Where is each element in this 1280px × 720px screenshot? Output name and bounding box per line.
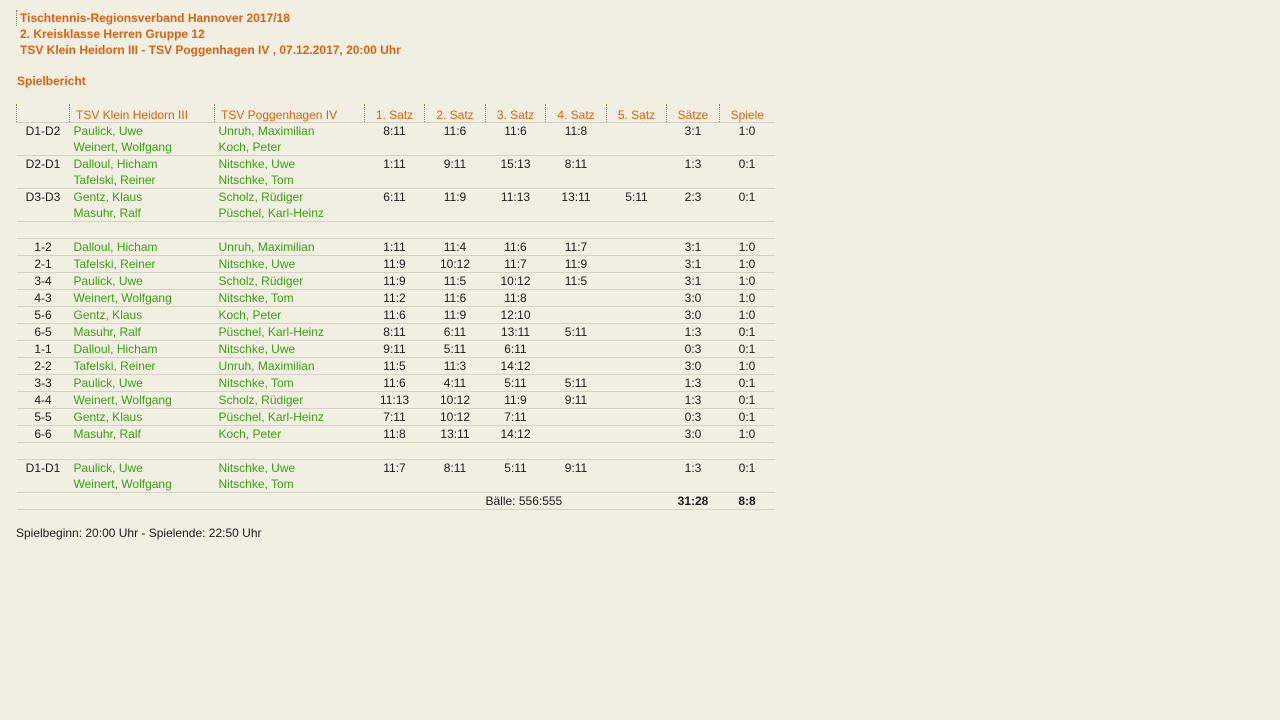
position-cell: 6-6 xyxy=(17,426,70,443)
position-cell: 4-4 xyxy=(17,392,70,409)
spiele-cell: 1:0 xyxy=(720,307,775,324)
saetze-cell: 3:0 xyxy=(667,358,720,375)
report-label: Spielbericht xyxy=(17,74,86,88)
home-player: Gentz, Klaus xyxy=(70,409,215,426)
set-score-5 xyxy=(607,156,667,173)
position-cell: 2-2 xyxy=(17,358,70,375)
table-row xyxy=(17,392,775,409)
spiele-cell xyxy=(720,172,775,189)
position-cell: D1-D2 xyxy=(25,124,61,138)
away-player: Püschel, Karl-Heinz xyxy=(215,409,365,426)
position-cell xyxy=(17,205,70,222)
set-score-1: 11:8 xyxy=(365,426,425,443)
position-cell: D3-D3 xyxy=(25,190,61,204)
set-score-4: 11:7 xyxy=(546,239,607,256)
spacer-cell xyxy=(17,222,775,239)
col-header-set-2: 2. Satz xyxy=(425,104,486,123)
col-header-saetze: Sätze xyxy=(667,104,720,123)
saetze-cell: 2:3 xyxy=(684,190,702,204)
position-cell: 1-1 xyxy=(17,341,70,358)
away-player: Koch, Peter xyxy=(215,307,365,324)
table-row xyxy=(17,273,775,290)
set-score-5 xyxy=(607,290,667,307)
table-row xyxy=(17,426,775,443)
table-row xyxy=(17,172,775,189)
position-cell: 5-5 xyxy=(17,409,70,426)
home-player: Masuhr, Ralf xyxy=(70,205,215,222)
set-score-5 xyxy=(607,476,667,493)
position-cell: 1-2 xyxy=(17,239,70,256)
table-row xyxy=(17,239,775,256)
away-player: Unruh, Maximilian xyxy=(215,239,365,256)
set-score-1: 11:6 xyxy=(365,307,425,324)
spiele-cell: 1:0 xyxy=(720,256,775,273)
set-score-4: 11:8 xyxy=(564,124,588,138)
set-score-5 xyxy=(607,239,667,256)
set-score-2 xyxy=(425,172,486,189)
set-score-1: 11:5 xyxy=(365,358,425,375)
set-score-2: 11:6 xyxy=(443,124,467,138)
saetze-cell xyxy=(667,205,720,222)
saetze-cell xyxy=(667,139,720,156)
home-player: Gentz, Klaus xyxy=(73,190,143,204)
spiele-cell: 1:0 xyxy=(738,124,756,138)
position-cell: D1-D1 xyxy=(25,461,61,475)
set-score-3: 14:12 xyxy=(486,426,546,443)
position-cell: 6-5 xyxy=(17,324,70,341)
set-score-3 xyxy=(486,139,546,156)
set-score-3: 13:11 xyxy=(486,324,546,341)
spiele-cell: 0:1 xyxy=(720,409,775,426)
set-score-2: 11:9 xyxy=(425,307,486,324)
spiele-cell: 0:1 xyxy=(738,190,756,204)
saetze-cell: 3:0 xyxy=(667,290,720,307)
position-cell: 3-4 xyxy=(17,273,70,290)
away-player: Nitschke, Tom xyxy=(215,290,365,307)
set-score-4: 5:11 xyxy=(546,324,607,341)
set-score-1: 8:11 xyxy=(365,324,425,341)
table-row xyxy=(17,256,775,273)
spiele-cell: 0:1 xyxy=(720,375,775,392)
match-times: Spielbeginn: 20:00 Uhr - Spielende: 22:50 Uhr xyxy=(16,526,262,540)
spiele-cell xyxy=(720,139,775,156)
set-score-1: 11:13 xyxy=(365,392,425,409)
set-score-5 xyxy=(607,358,667,375)
set-score-4 xyxy=(546,290,607,307)
table-row xyxy=(17,123,775,140)
home-player: Weinert, Wolfgang xyxy=(70,290,215,307)
away-player: Scholz, Rüdiger xyxy=(215,273,365,290)
away-player: Nitschke, Tom xyxy=(215,476,365,493)
set-score-3: 7:11 xyxy=(486,409,546,426)
home-player: Dalloul, Hicham xyxy=(70,341,215,358)
set-score-1: 1:11 xyxy=(365,239,425,256)
table-row xyxy=(17,341,775,358)
set-score-5 xyxy=(607,392,667,409)
set-score-5 xyxy=(607,307,667,324)
away-player: Nitschke, Tom xyxy=(215,375,365,392)
set-score-2: 13:11 xyxy=(425,426,486,443)
set-score-2: 10:12 xyxy=(425,256,486,273)
set-score-4: 11:9 xyxy=(546,256,607,273)
set-score-1: 11:9 xyxy=(365,256,425,273)
set-score-3: 11:6 xyxy=(504,124,527,138)
away-player: Nitschke, Uwe xyxy=(215,256,365,273)
away-player: Koch, Peter xyxy=(215,139,365,156)
away-player: Scholz, Rüdiger xyxy=(218,190,304,204)
spiele-cell: 0:1 xyxy=(720,341,775,358)
set-score-3: 14:12 xyxy=(486,358,546,375)
set-score-1: 6:11 xyxy=(383,190,406,204)
set-score-1: 8:11 xyxy=(383,124,406,138)
spiele-cell: 0:1 xyxy=(738,157,756,171)
home-player: Dalloul, Hicham xyxy=(70,239,215,256)
saetze-cell: 1:3 xyxy=(667,392,720,409)
set-score-3: 6:11 xyxy=(486,341,546,358)
set-score-3 xyxy=(486,205,546,222)
set-score-4 xyxy=(546,172,607,189)
totals-row xyxy=(17,493,775,510)
away-player: Nitschke, Tom xyxy=(215,172,365,189)
spiele-cell: 0:1 xyxy=(738,461,756,475)
col-header-set-3: 3. Satz xyxy=(486,104,546,123)
set-score-5 xyxy=(607,205,667,222)
set-score-2: 11:5 xyxy=(425,273,486,290)
group-title: 2. Kreisklasse Herren Gruppe 12 xyxy=(20,27,205,41)
spacer-cell xyxy=(17,443,775,460)
home-player: Masuhr, Ralf xyxy=(70,426,215,443)
set-score-4: 9:11 xyxy=(546,392,607,409)
col-header-set-4: 4. Satz xyxy=(546,104,607,123)
set-score-3 xyxy=(486,476,546,493)
set-score-3: 15:13 xyxy=(500,157,531,171)
col-header-set-5: 5. Satz xyxy=(607,104,667,123)
match-title: TSV Klein Heidorn III - TSV Poggenhagen IV , 07.12.2017, 20:00 Uhr xyxy=(20,43,401,57)
away-player: Nitschke, Uwe xyxy=(218,157,296,171)
set-score-2: 10:12 xyxy=(425,392,486,409)
saetze-cell: 3:0 xyxy=(667,307,720,324)
home-player: Paulick, Uwe xyxy=(70,375,215,392)
saetze-cell: 0:3 xyxy=(667,409,720,426)
saetze-cell: 3:1 xyxy=(684,124,702,138)
set-score-2: 9:11 xyxy=(443,157,467,171)
home-player: Tafelski, Reiner xyxy=(70,172,215,189)
set-score-4 xyxy=(546,307,607,324)
set-score-1: 11:2 xyxy=(365,290,425,307)
set-score-3: 5:11 xyxy=(486,375,546,392)
home-player: Weinert, Wolfgang xyxy=(70,476,215,493)
set-score-4 xyxy=(546,409,607,426)
saetze-cell: 3:1 xyxy=(667,273,720,290)
set-score-4 xyxy=(546,426,607,443)
set-score-3: 11:8 xyxy=(486,290,546,307)
set-score-4 xyxy=(546,341,607,358)
set-score-2: 6:11 xyxy=(425,324,486,341)
away-player: Scholz, Rüdiger xyxy=(215,392,365,409)
set-score-4: 5:11 xyxy=(546,375,607,392)
set-score-5 xyxy=(607,426,667,443)
table-row xyxy=(17,290,775,307)
set-score-1 xyxy=(365,476,425,493)
home-player: Weinert, Wolfgang xyxy=(70,139,215,156)
position-cell xyxy=(17,139,70,156)
away-player: Nitschke, Uwe xyxy=(218,461,296,475)
away-player: Püschel, Karl-Heinz xyxy=(215,324,365,341)
set-score-1: 1:11 xyxy=(383,157,406,171)
balls-total: Bälle: 556:555 xyxy=(485,494,563,508)
table-row xyxy=(17,460,775,477)
set-score-2: 4:11 xyxy=(425,375,486,392)
home-player: Masuhr, Ralf xyxy=(70,324,215,341)
totals-spacer xyxy=(17,493,486,510)
table-row xyxy=(17,139,775,156)
set-score-2: 11:4 xyxy=(425,239,486,256)
set-score-5 xyxy=(607,324,667,341)
spiele-cell: 1:0 xyxy=(720,239,775,256)
set-score-4 xyxy=(546,476,607,493)
saetze-cell xyxy=(667,476,720,493)
set-score-5 xyxy=(607,139,667,156)
set-score-3: 10:12 xyxy=(486,273,546,290)
totals-gap xyxy=(546,493,667,510)
set-score-5 xyxy=(607,375,667,392)
set-score-1 xyxy=(365,172,425,189)
spiele-cell: 0:1 xyxy=(720,324,775,341)
set-score-4: 13:11 xyxy=(561,190,591,204)
position-cell xyxy=(17,172,70,189)
saetze-total: 31:28 xyxy=(667,493,720,510)
set-score-2: 11:6 xyxy=(425,290,486,307)
set-score-3: 5:11 xyxy=(504,461,527,475)
set-score-1: 11:6 xyxy=(365,375,425,392)
table-row xyxy=(17,358,775,375)
set-score-2: 8:11 xyxy=(443,461,467,475)
table-row xyxy=(17,324,775,341)
home-player: Tafelski, Reiner xyxy=(70,358,215,375)
set-score-1 xyxy=(365,139,425,156)
table-row xyxy=(17,307,775,324)
set-score-5 xyxy=(607,409,667,426)
table-row xyxy=(17,156,775,173)
set-score-4: 11:5 xyxy=(546,273,607,290)
col-header-home-team: TSV Klein Heidorn III xyxy=(70,104,215,123)
spiele-cell: 1:0 xyxy=(720,358,775,375)
position-cell xyxy=(17,476,70,493)
spacer-row xyxy=(17,222,775,239)
saetze-cell: 1:3 xyxy=(684,461,702,475)
spiele-cell: 1:0 xyxy=(720,290,775,307)
col-header-position xyxy=(17,104,70,123)
set-score-4: 9:11 xyxy=(564,461,588,475)
spacer-row xyxy=(17,443,775,460)
set-score-1: 7:11 xyxy=(365,409,425,426)
saetze-cell: 1:3 xyxy=(684,157,702,171)
set-score-4 xyxy=(546,205,607,222)
home-player: Weinert, Wolfgang xyxy=(70,392,215,409)
home-player: Gentz, Klaus xyxy=(70,307,215,324)
set-score-2 xyxy=(425,476,486,493)
league-title: Tischtennis-Regionsverband Hannover 2017/18 xyxy=(16,10,401,26)
home-player: Tafelski, Reiner xyxy=(70,256,215,273)
set-score-3 xyxy=(486,172,546,189)
spiele-cell: 1:0 xyxy=(720,273,775,290)
away-player: Nitschke, Uwe xyxy=(215,341,365,358)
saetze-cell: 0:3 xyxy=(667,341,720,358)
col-header-set-1: 1. Satz xyxy=(365,104,425,123)
away-player: Unruh, Maximilian xyxy=(218,124,315,138)
away-player: Unruh, Maximilian xyxy=(215,358,365,375)
saetze-cell: 3:1 xyxy=(667,256,720,273)
home-player: Paulick, Uwe xyxy=(73,461,143,475)
home-player: Dalloul, Hicham xyxy=(73,157,158,171)
position-cell: 5-6 xyxy=(17,307,70,324)
saetze-cell: 3:1 xyxy=(667,239,720,256)
col-header-away-team: TSV Poggenhagen IV xyxy=(215,104,365,123)
match-report-table xyxy=(16,104,775,510)
set-score-5 xyxy=(607,341,667,358)
set-score-1: 11:7 xyxy=(383,461,406,475)
set-score-2: 5:11 xyxy=(425,341,486,358)
set-score-5 xyxy=(607,273,667,290)
set-score-3: 11:7 xyxy=(486,256,546,273)
saetze-cell: 3:0 xyxy=(667,426,720,443)
set-score-1 xyxy=(365,205,425,222)
set-score-4 xyxy=(546,358,607,375)
set-score-1: 11:9 xyxy=(365,273,425,290)
set-score-4 xyxy=(546,139,607,156)
set-score-1: 9:11 xyxy=(365,341,425,358)
set-score-2: 10:12 xyxy=(425,409,486,426)
table-row xyxy=(17,189,775,206)
home-player: Paulick, Uwe xyxy=(70,273,215,290)
set-score-5 xyxy=(607,256,667,273)
spiele-cell xyxy=(720,476,775,493)
set-score-2: 11:3 xyxy=(425,358,486,375)
page-header xyxy=(16,10,401,58)
position-cell: D2-D1 xyxy=(25,157,61,171)
home-player: Paulick, Uwe xyxy=(73,124,143,138)
set-score-5 xyxy=(607,172,667,189)
table-row xyxy=(17,476,775,493)
set-score-3: 11:9 xyxy=(486,392,546,409)
table-row xyxy=(17,205,775,222)
position-cell: 2-1 xyxy=(17,256,70,273)
spiele-cell: 1:0 xyxy=(720,426,775,443)
col-header-spiele: Spiele xyxy=(720,104,775,123)
away-player: Koch, Peter xyxy=(215,426,365,443)
away-player: Püschel, Karl-Heinz xyxy=(215,205,365,222)
set-score-5: 5:11 xyxy=(625,190,648,204)
set-score-5 xyxy=(607,460,667,477)
set-score-3: 11:13 xyxy=(500,190,531,204)
table-header-row xyxy=(17,104,775,123)
position-cell: 4-3 xyxy=(17,290,70,307)
set-score-3: 11:6 xyxy=(486,239,546,256)
spiele-cell: 0:1 xyxy=(720,392,775,409)
spiele-total: 8:8 xyxy=(720,493,775,510)
saetze-cell xyxy=(667,172,720,189)
saetze-cell: 1:3 xyxy=(667,375,720,392)
table-row xyxy=(17,375,775,392)
table-row xyxy=(17,409,775,426)
set-score-2 xyxy=(425,139,486,156)
set-score-5 xyxy=(607,123,667,140)
set-score-3: 12:10 xyxy=(486,307,546,324)
saetze-cell: 1:3 xyxy=(667,324,720,341)
position-cell: 3-3 xyxy=(17,375,70,392)
set-score-2 xyxy=(425,205,486,222)
set-score-2: 11:9 xyxy=(443,190,467,204)
set-score-4: 8:11 xyxy=(564,157,588,171)
spiele-cell xyxy=(720,205,775,222)
